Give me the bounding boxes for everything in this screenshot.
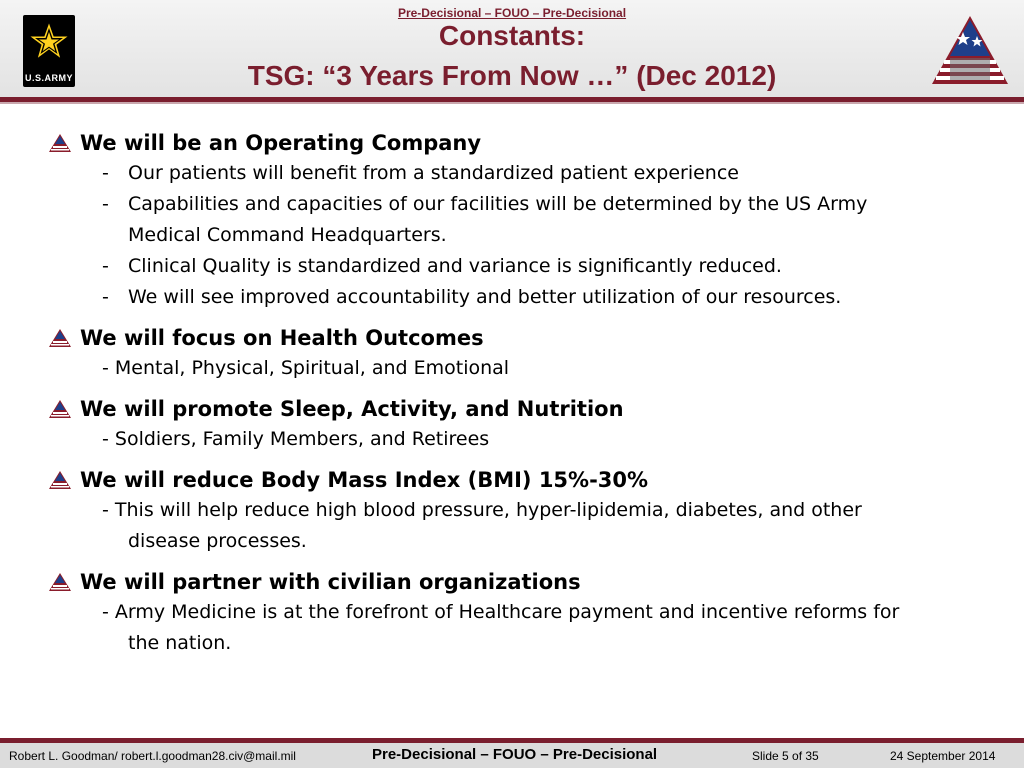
list-item-text: Our patients will benefit from a standardized patient experience bbox=[128, 162, 739, 184]
section-heading bbox=[48, 128, 998, 158]
flag-triangle-icon bbox=[48, 572, 72, 592]
army-logo-label: U.S.ARMY bbox=[24, 73, 73, 83]
list-item bbox=[48, 251, 998, 282]
section-civilian-partners bbox=[48, 567, 998, 659]
section-heading bbox=[48, 567, 998, 597]
flag-triangle-icon bbox=[48, 399, 72, 419]
dash-marker: - bbox=[102, 286, 109, 308]
list-item-text: - Army Medicine is at the forefront of Healthcare payment and incentive reforms for bbox=[102, 601, 900, 623]
list-item-text: - Soldiers, Family Members, and Retirees bbox=[102, 428, 490, 450]
list-item-continuation: disease processes. bbox=[128, 530, 307, 552]
footer-date: 24 September 2014 bbox=[890, 749, 996, 763]
list-item-text: - Mental, Physical, Spiritual, and Emotional bbox=[102, 357, 510, 379]
flag-triangle-icon bbox=[48, 328, 72, 348]
list-item-text: We will see improved accountability and better utilization of our resources. bbox=[128, 286, 842, 308]
section-heading bbox=[48, 394, 998, 424]
classification-banner-bottom: Pre-Decisional – FOUO – Pre-Decisional bbox=[372, 746, 658, 763]
section-health-outcomes bbox=[48, 323, 998, 384]
list-item bbox=[48, 495, 998, 557]
list-item-text: Capabilities and capacities of our facilities will be determined by the US Army bbox=[128, 193, 868, 215]
list-item bbox=[48, 424, 998, 455]
list-item bbox=[48, 282, 998, 313]
classification-banner-top: Pre-Decisional – FOUO – Pre-Decisional bbox=[397, 6, 627, 20]
slide-body bbox=[48, 128, 998, 669]
section-heading-text: We will reduce Body Mass Index (BMI) 15%-30% bbox=[80, 468, 649, 492]
list-item bbox=[48, 597, 998, 659]
section-bmi bbox=[48, 465, 998, 557]
flag-triangle-icon bbox=[48, 133, 72, 153]
list-item bbox=[48, 158, 998, 189]
list-item-continuation: Medical Command Headquarters. bbox=[128, 224, 447, 246]
list-item bbox=[48, 189, 998, 251]
list-item-continuation: the nation. bbox=[128, 632, 232, 654]
section-operating-company bbox=[48, 128, 998, 313]
dash-marker: - bbox=[102, 255, 109, 277]
dash-marker: - bbox=[102, 162, 109, 184]
section-sleep-activity-nutrition bbox=[48, 394, 998, 455]
flag-triangle-icon bbox=[48, 470, 72, 490]
list-item bbox=[48, 353, 998, 384]
section-heading-text: We will focus on Health Outcomes bbox=[80, 326, 484, 350]
slide-number: Slide 5 of 35 bbox=[752, 749, 819, 763]
sub-list bbox=[48, 158, 998, 313]
section-heading-text: We will be an Operating Company bbox=[80, 131, 482, 155]
footer-divider bbox=[0, 738, 1024, 743]
section-heading-text: We will partner with civilian organizations bbox=[80, 570, 581, 594]
section-heading bbox=[48, 465, 998, 495]
section-heading-text: We will promote Sleep, Activity, and Nutrition bbox=[80, 397, 624, 421]
slide-subtitle: TSG: “3 Years From Now …” (Dec 2012) bbox=[247, 60, 777, 91]
section-heading bbox=[48, 323, 998, 353]
list-item-text: Clinical Quality is standardized and variance is significantly reduced. bbox=[128, 255, 782, 277]
header-divider-shadow bbox=[0, 102, 1024, 104]
slide-title: Constants: bbox=[438, 20, 586, 51]
dash-marker: - bbox=[102, 193, 109, 215]
list-item-text: - This will help reduce high blood pressure, hyper-lipidemia, diabetes, and other bbox=[102, 499, 862, 521]
footer-author: Robert L. Goodman/ robert.l.goodman28.civ@mail.mil bbox=[9, 749, 296, 763]
